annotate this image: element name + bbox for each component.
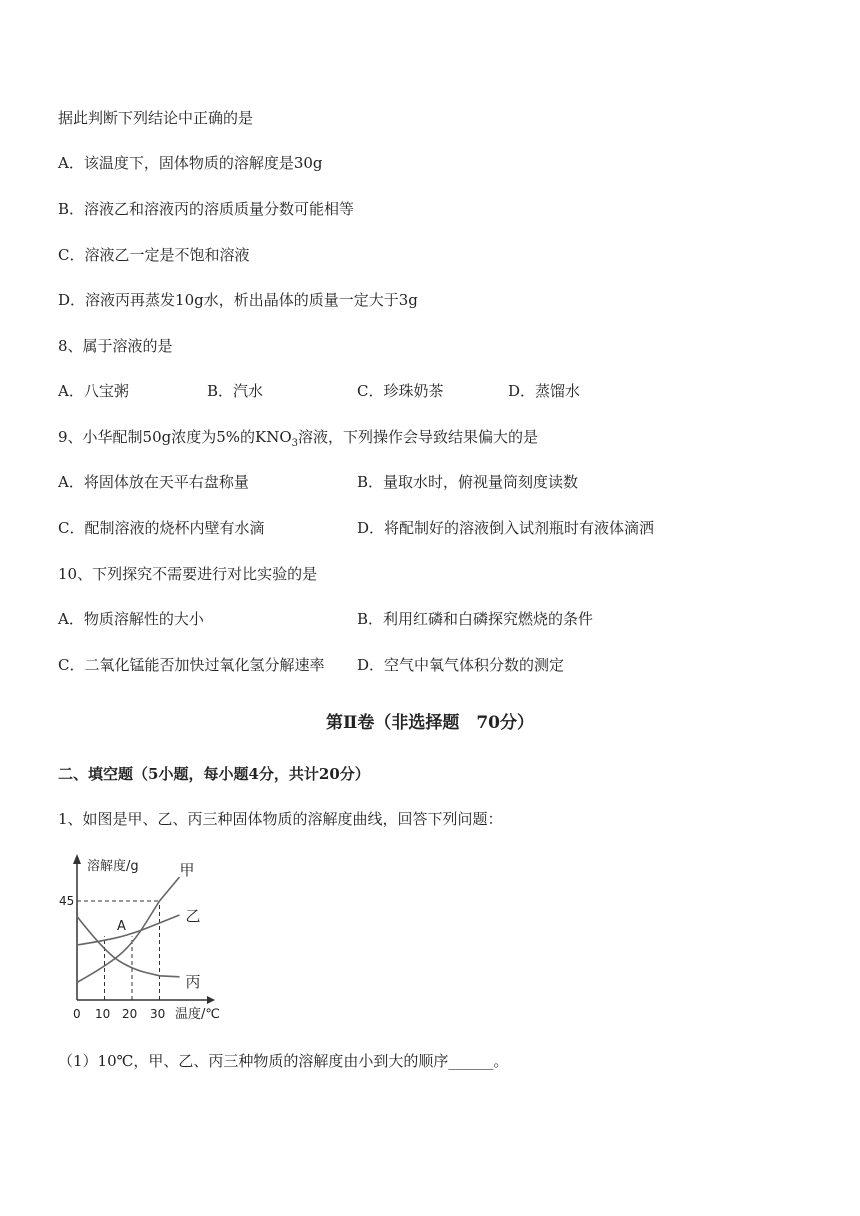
- q7-option-b: B．溶液乙和溶液丙的溶质质量分数可能相等: [58, 200, 355, 218]
- q10-option-d: D．空气中氧气体积分数的测定: [357, 656, 565, 674]
- q7-option-c: C．溶液乙一定是不饱和溶液: [58, 246, 250, 264]
- point-a-label: A: [117, 919, 126, 934]
- section2-title: 二、填空题（5小题，每小题4分，共计20分）: [58, 765, 370, 783]
- q7-option-a: A．该温度下，固体物质的溶解度是30g: [58, 154, 323, 172]
- q9-stem-subscript: 3: [291, 438, 299, 449]
- curve-label-乙: 乙: [185, 907, 201, 925]
- y-axis-arrow: [73, 854, 81, 864]
- x-tick-10: 10: [95, 1007, 111, 1021]
- q8-option-d: D．蒸馏水: [508, 382, 581, 400]
- q9-option-c: C．配制溶液的烧杯内壁有水滴: [58, 519, 265, 537]
- y-tick-45: 45: [59, 894, 75, 908]
- q7-option-d: D．溶液丙再蒸发10g水，析出晶体的质量一定大于3g: [58, 291, 418, 309]
- x-tick-30: 30: [150, 1007, 166, 1021]
- dashed-guides: [77, 901, 160, 1000]
- q9-stem-post: 溶液，下列操作会导致结果偏大的是: [298, 428, 539, 446]
- q10-stem: 10、下列探究不需要进行对比实验的是: [58, 565, 318, 583]
- q9-stem-pre: 9、小华配制50g浓度为5%的KNO: [58, 428, 292, 446]
- curves: [77, 861, 201, 991]
- x-tick-0: 0: [73, 1007, 81, 1021]
- solubility-chart: [55, 848, 245, 1033]
- curve-label-丙: 丙: [185, 972, 201, 991]
- q9-stem: [58, 427, 538, 454]
- q9-option-d: D．将配制好的溶液倒入试剂瓶时有液体滴洒: [357, 519, 655, 537]
- q10-option-c: C．二氧化锰能否加快过氧化氢分解速率: [58, 656, 325, 674]
- curve-label-甲: 甲: [179, 861, 195, 879]
- q9-option-a: A．将固体放在天平右盘称量: [58, 473, 249, 491]
- x-axis-arrow: [207, 996, 215, 1004]
- q10-option-a: A．物质溶解性的大小: [58, 610, 204, 628]
- x-axis-label: 温度/℃: [175, 1007, 220, 1022]
- part2-title: 第Ⅱ卷（非选择题 70分）: [326, 713, 534, 733]
- y-axis-label: 溶解度/g: [87, 859, 139, 874]
- fill1-stem: 1、如图是甲、乙、丙三种固体物质的溶解度曲线，回答下列问题：: [58, 810, 503, 828]
- fill1-sub1: （1）10℃，甲、乙、丙三种物质的溶解度由小到大的顺序______。: [58, 1052, 509, 1070]
- q9-option-b: B．量取水时，俯视量筒刻度读数: [357, 473, 579, 491]
- q8-option-c: C．珍珠奶茶: [357, 382, 444, 400]
- q10-option-b: B．利用红磷和白磷探究燃烧的条件: [357, 610, 594, 628]
- q8-option-a: A．八宝粥: [58, 382, 129, 400]
- x-tick-20: 20: [122, 1007, 138, 1021]
- q8-stem: 8、属于溶液的是: [58, 337, 173, 355]
- q8-option-b: B．汽水: [207, 382, 264, 400]
- curve-乙: [77, 915, 180, 945]
- q7-stem: 据此判断下列结论中正确的是: [58, 109, 254, 127]
